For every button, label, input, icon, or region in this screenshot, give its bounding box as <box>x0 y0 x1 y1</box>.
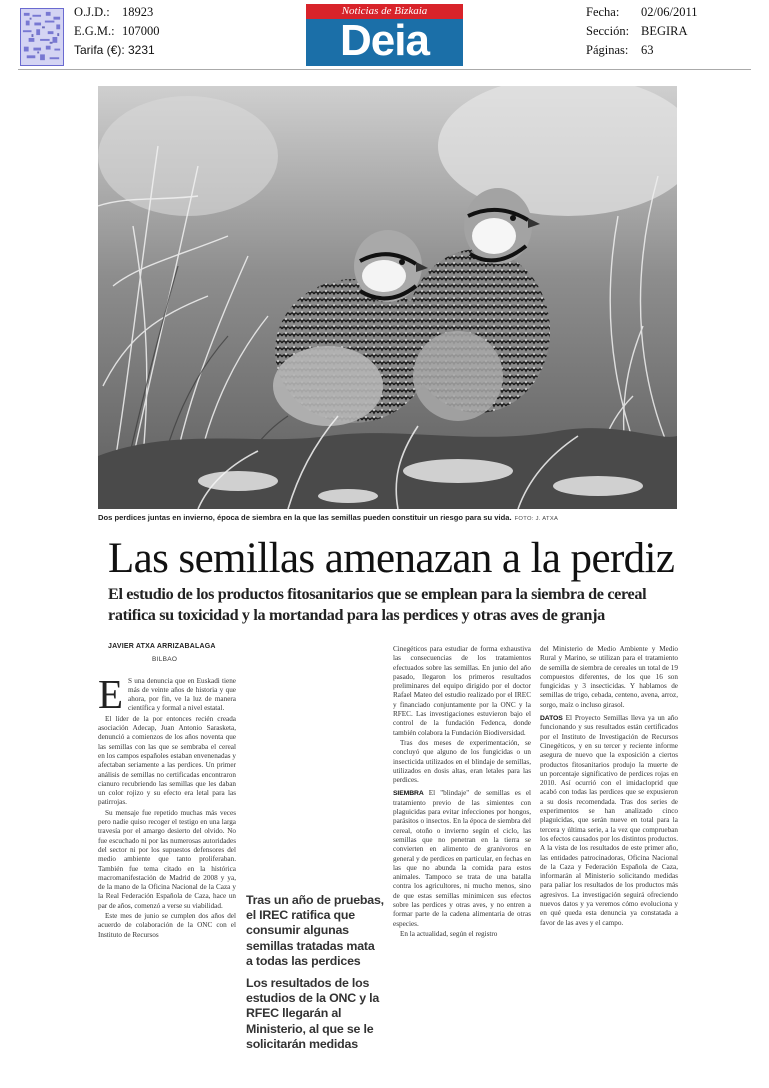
paragraph-text: S una denuncia que en Euskadi tiene más de veinte años de historia y que ahora, por fin, ve la luz de manera científica y formal a nivel estatal. <box>128 676 236 713</box>
tarifa-row: Tarifa (€): 3231 <box>74 43 155 57</box>
article-column-1 <box>98 642 236 1014</box>
column-1-text <box>98 677 236 1014</box>
dateline-place: BILBAO <box>152 656 178 664</box>
pull-quote: Tras un año de pruebas, el IREC ratifica que consumir algunas semillas tratadas mata a todas las perdices <box>246 893 384 968</box>
paragraph-text: El Proyecto Semillas lleva ya un año funcionando y sus resultados están certificados por el Instituto de Investigación de Recursos Cinegéticos, y en su tercer y reciente informe asegura de nuevo que la exposición a ciertos productos fitosanitarios produjo la muerte de un porcentaje significativo de perdices rojas en 2010. Así ocurrió con el imidacloprid que acabó con todas las perdices que se expusieron a su dosis recomendada. Tras dos series de experimentos se han analizado cinco plaguicidas, que serán nueve en total para la tercera y última serie, a la vez que comprueban los efectos causados por los distintos productos. A la vista de los resultados de este primer año, las entidades patrocinadoras, Oficina Nacional de la Caza y Federación Española de Caza, informarán al Ministerio solicitando medidas para paliar los resultados de los productos más agresivos. La investigación seguirá ofreciendo nuevos datos y ya veremos cómo evoluciona y en qué queda esta denuncia ya constatada a favor de las aves y el campo. <box>540 714 678 927</box>
paragraph <box>98 676 236 717</box>
photo-credit: FOTO: J. ATXA <box>514 516 559 522</box>
paragraph: En la actualidad, según el registro <box>400 929 498 938</box>
ojd-row <box>74 3 160 22</box>
fecha-row <box>586 3 697 22</box>
paragraph: del Ministerio de Medio Ambiente y Medio Rural y Marino, se utilizan para el tratamiento de semilla de siembra de cereales un total de 19 compuestos diferentes, de los que 16 son fungicidas y 3 insecticidas. Y hablamos de semillas de trigo, cebada, centeno, avena, arroz, sorgo, maíz o incluso girasol. <box>540 645 678 709</box>
paragraph <box>540 714 678 928</box>
article-subheadline: El estudio de los productos fitosanitarios que se emplean para la siembra de cereal ratifica su toxicidad y la mortandad para las perdices y otras aves de granja <box>108 585 647 624</box>
article-column-4 <box>540 645 678 1044</box>
paginas-row <box>586 41 697 60</box>
header-divider <box>18 69 751 70</box>
ojd-label: O.J.D.: <box>74 5 110 19</box>
fecha-label: Fecha: <box>586 5 620 19</box>
paragraph: El líder de la por entonces recién creada asociación Adecap, Juan Antonio Sarasketa, denunció a comienzos de los años noventa que las semillas con las que se sembraba el cereal en los campos españoles estaban envenenadas y afectaban seriamente a las perdices. Un primer análisis de semillas no certificadas encontraron cianuro recubriendo las semillas que les daban un color rojizo y su efecto era letal para las patirrojas. <box>98 714 236 807</box>
section-label-datos: DATOS <box>540 715 563 723</box>
pull-quote: Los resultados de los estudios de la ONC y la RFEC llegarán al Ministerio, al que se le solicitarán medidas <box>246 976 380 1051</box>
seccion-row <box>586 22 697 41</box>
fecha-value: 02/06/2011 <box>641 5 698 19</box>
caption-text: Dos perdices juntas en invierno, época de siembra en la que las semillas pueden constituir un riesgo para su vida. <box>98 513 512 522</box>
clipping-meta-right <box>586 3 697 60</box>
paragraph <box>393 789 531 928</box>
paragraph: Este mes de junio se cumplen dos años del acuerdo de colaboración de la ONC con el Instituto de Recursos <box>98 912 236 939</box>
article-headline: Las semillas amenazan a la perdiz <box>108 535 675 582</box>
paginas-label: Páginas: <box>586 43 629 57</box>
paginas-value: 63 <box>641 43 654 57</box>
seccion-label: Sección: <box>586 24 630 38</box>
partridges-illustration <box>98 86 677 509</box>
egm-label: E.G.M.: <box>74 24 115 38</box>
byline: JAVIER ATXA ARRIZABALAGA <box>108 643 216 650</box>
egm-value: 107000 <box>122 24 160 38</box>
ojd-value: 18923 <box>122 5 154 19</box>
seccion-value: BEGIRA <box>641 24 688 38</box>
deia-logo <box>306 4 463 66</box>
paragraph: Tras dos meses de experimentación, se concluyó que alguno de los fungicidas o un insecticida utilizados en el blindaje de semillas, utilizados en dosis altas, eran letales para las perdices. <box>393 738 531 785</box>
paragraph: Su mensaje fue repetido muchas más veces pero nadie quiso recoger el testigo en una larga travesía por el amargo desierto del olvido. No fue escuchado ni por las numerosas autoridades del sector ni por los supuestos defensores del medio ambiente que tanto proliferaban. También fue tema citado en la histórica macromanifestación de Madrid de 2008 y ya, de la mano de la Oficina Nacional de la Caza y la Real Federación Española de Caza, hace un par de años, comenzó a verse su viabilidad. <box>98 808 236 910</box>
paragraph-text: El "blindaje" de semillas es el tratamiento previo de las simientes con plaguicidas para evitar infecciones por hongos, parásitos o insectos. En la época de siembra del cereal, otoño o invierno según el ciclo, las semillas que no penetran en la tierra se convierten en alimento de granívoros en general y de perdices en particular, en fechas en las que no abunda la comida para estos animales. Tampoco se trata de una batalla contra los agricultores, ni mucho menos, sino de que estas semillas minimicen sus efectos sobre las perdices y otras aves, y no entren a formar parte de la cadena alimentaria de otras especies. <box>393 789 531 928</box>
paragraph: Cinegéticos para estudiar de forma exhaustiva las consecuencias de los tratamientos efectuados sobre las semillas. En junio del año pasado, llegaron los primeros resultados preliminares del equipo dirigido por el doctor Rafael Mateo del estudio realizado por el IREC y financiado conjuntamente por la ONC y la RFEC. Las investigaciones estuvieron bajo el control de la fundación Fedenca, donde también colabora la Fundación Biodiversidad. <box>393 645 531 737</box>
clipping-meta-left <box>74 3 160 60</box>
clipping-stamp-image <box>20 8 64 66</box>
photo-caption <box>98 512 688 525</box>
article-column-3 <box>393 645 531 1044</box>
section-label-siembra: SIEMBRA <box>393 790 424 798</box>
logo-tagline: Noticias de Bizkaia <box>306 4 463 19</box>
drop-cap: E <box>98 676 124 717</box>
partridges-photo <box>98 86 677 509</box>
clipping-header <box>0 0 769 72</box>
egm-row <box>74 22 160 41</box>
logo-name: Deia <box>340 16 429 65</box>
